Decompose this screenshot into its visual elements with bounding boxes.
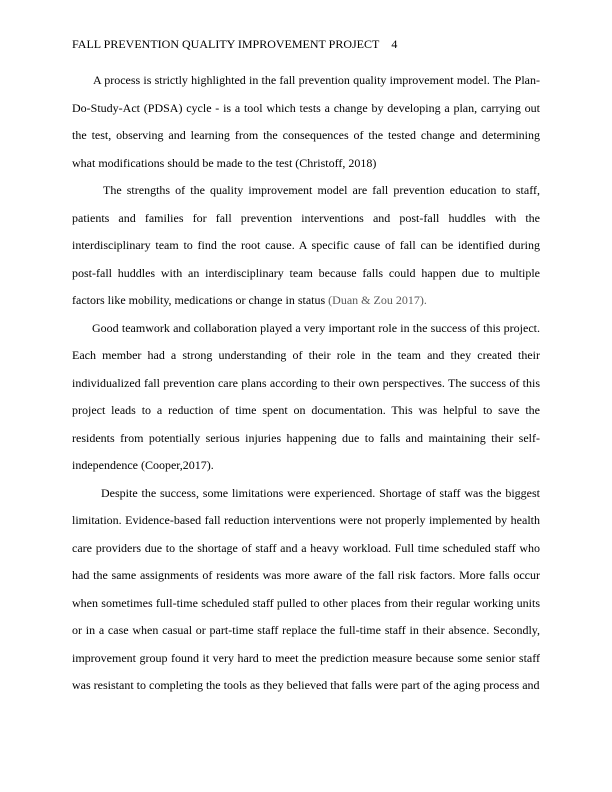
paragraph-limitations [72,480,540,700]
paragraph-text: A process is strictly highlighted in the fall prevention quality improvement model. The Plan-Do-Study-Act (PDSA) cycle - is a tool which tests a change by developing a plan, carrying out the test, observing and learning from the consequences of the tested change and determining what modifications should be made to the test (Christoff, 2018) [72,73,540,170]
page-number: 4 [391,37,398,51]
paragraph-text: Despite the success, some limitations were experienced. Shortage of staff was the biggest limitation. Evidence-based fall reduction interventions were not properly implemented by health care providers due to the shortage of staff and a heavy workload. Full time scheduled staff who had the same assignments of residents was more aware of the fall risk factors. More falls occur when sometimes full-time scheduled staff pulled to other places from their regular working units or in a case when casual or part-time staff replace the full-time staff in their absence. Secondly, improvement group found it very hard to meet the prediction measure because some senior staff was resistant to completing the tools as they believed that falls were part of the aging process and [72,485,540,692]
running-head [72,36,397,52]
paragraph-strengths [72,177,540,315]
citation-period: . [423,293,427,307]
paragraph-text: The strengths of the quality improvement model are fall prevention education to staff, patients and families for fall prevention interventions and post-fall huddles with the interdisciplinary team to find the root cause. A specific cause of fall can be identified during post-fall huddles with an interdisciplinary team because falls could happen due to multiple factors like mobility, medications or change in status [72,183,540,307]
body-text [72,67,540,700]
citation: (Duan & Zou 2017) [328,293,424,307]
running-head-title: FALL PREVENTION QUALITY IMPROVEMENT PROJECT [72,37,380,51]
paragraph-pdsa-cycle [72,67,540,177]
paragraph-text: Good teamwork and collaboration played a very important role in the success of this project. Each member had a strong understanding of their role in the team and they created their individualized fall prevention care plans according to their own perspectives. The success of this project leads to a reduction of time spent on documentation. This was helpful to save the residents from potentially serious injuries happening due to falls and maintaining their self-independence (Cooper,2017). [72,320,540,472]
paragraph-teamwork [72,315,540,480]
